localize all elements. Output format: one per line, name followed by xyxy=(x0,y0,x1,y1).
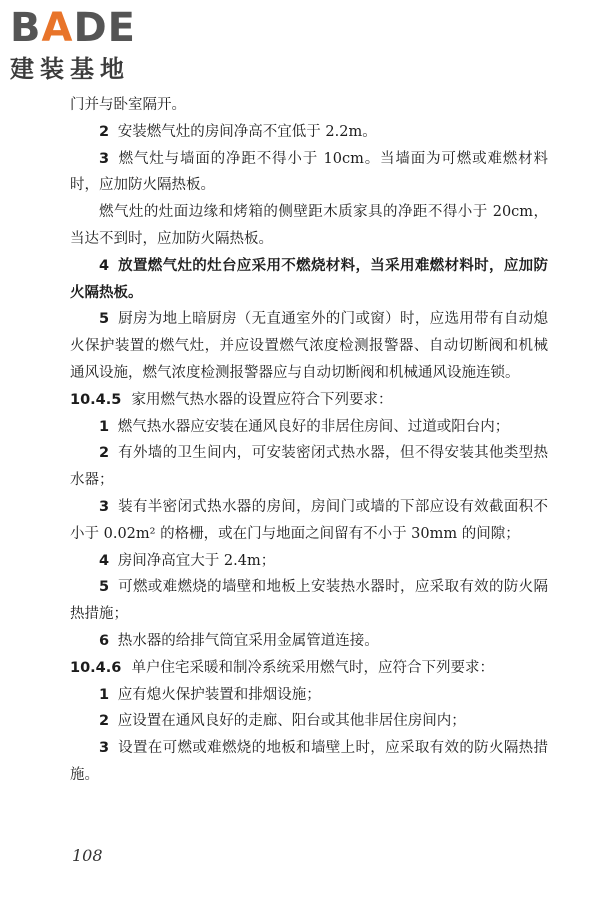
item-number: 5 xyxy=(99,311,110,328)
item-number: 6 xyxy=(99,632,110,649)
section-clause xyxy=(70,655,548,682)
item-text: 可燃或难燃烧的墙壁和地板上安装热水器时，应采取有效的防火隔热措施； xyxy=(70,579,548,623)
item-number: 4 xyxy=(99,552,110,569)
item-number: 2 xyxy=(99,445,110,462)
numbered-item xyxy=(70,119,548,146)
item-text: 应设置在通风良好的走廊、阳台或其他非居住房间内； xyxy=(117,713,466,730)
numbered-item xyxy=(70,414,548,441)
logo-subtitle: 建装基地 xyxy=(10,55,130,83)
page-number: 108 xyxy=(72,846,103,865)
item-text: 设置在可燃或难燃烧的地板和墙壁上时，应采取有效的防火隔热措施。 xyxy=(70,740,548,783)
item-text: 有外墙的卫生间内，可安装密闭式热水器，但不得安装其他类型热水器； xyxy=(70,445,548,489)
numbered-item xyxy=(70,628,548,655)
item-text: 燃气灶与墙面的净距不得小于 10cm。当墙面为可燃或难燃材料时，应加防火隔热板。 xyxy=(70,150,548,194)
numbered-item xyxy=(70,146,548,200)
item-number: 2 xyxy=(99,123,110,140)
paragraph-continuation xyxy=(70,92,548,119)
bade-logo xyxy=(10,6,180,84)
section-number: 10.4.5 xyxy=(70,391,122,408)
numbered-item xyxy=(70,306,548,386)
logo-wordmark: BADE xyxy=(10,5,136,51)
item-text: 房间净高宜大于 2.4m； xyxy=(117,552,276,569)
section-text: 家用燃气热水器的设置应符合下列要求： xyxy=(131,391,393,408)
numbered-item xyxy=(70,494,548,548)
section-clause xyxy=(70,387,548,414)
section-text: 单户住宅采暖和制冷系统采用燃气时，应符合下列要求： xyxy=(131,659,495,676)
item-text: 装有半密闭式热水器的房间，房间门或墙的下部应设有效截面积不小于 0.02m² 的格栅，或在门与地面之间留有不小于 30mm 的间隙； xyxy=(70,498,548,542)
item-text: 放置燃气灶的灶台应采用不燃烧材料，当采用难燃材料时，应加防火隔热板。 xyxy=(70,256,548,301)
item-text: 燃气热水器应安装在通风良好的非居住房间、过道或阳台内； xyxy=(117,418,510,435)
paragraph xyxy=(70,199,548,253)
numbered-item xyxy=(70,682,548,709)
item-number: 3 xyxy=(99,740,110,757)
item-number: 4 xyxy=(99,257,110,274)
section-number: 10.4.6 xyxy=(70,659,122,676)
item-text: 热水器的给排气筒宜采用金属管道连接。 xyxy=(117,632,379,649)
item-text: 应有熄火保护装置和排烟设施； xyxy=(117,686,321,703)
item-number: 2 xyxy=(99,713,110,730)
numbered-item xyxy=(70,440,548,494)
numbered-item xyxy=(70,708,548,735)
item-number: 1 xyxy=(99,686,110,703)
item-number: 5 xyxy=(99,579,110,596)
paragraph-text: 门并与卧室隔开。 xyxy=(70,97,186,113)
numbered-item xyxy=(70,548,548,575)
item-number: 3 xyxy=(99,150,110,167)
item-text: 安装燃气灶的房间净高不宜低于 2.2m。 xyxy=(117,123,377,140)
item-number: 1 xyxy=(99,418,110,435)
numbered-item xyxy=(70,574,548,628)
numbered-item xyxy=(70,735,548,789)
item-text: 燃气灶的灶面边缘和烤箱的侧壁距木质家具的净距不得小于 20cm，当达不到时，应加防火隔热板。 xyxy=(70,204,548,247)
item-number: 3 xyxy=(99,498,110,515)
item-text: 厨房为地上暗厨房（无直通室外的门或窗）时，应选用带有自动熄火保护装置的燃气灶，并应设置燃气浓度检测报警器、自动切断阀和机械通风设施，燃气浓度检测报警器应与自动切断阀和机械通风设施连锁。 xyxy=(70,311,548,381)
numbered-item xyxy=(70,253,548,307)
document-body xyxy=(70,92,548,789)
